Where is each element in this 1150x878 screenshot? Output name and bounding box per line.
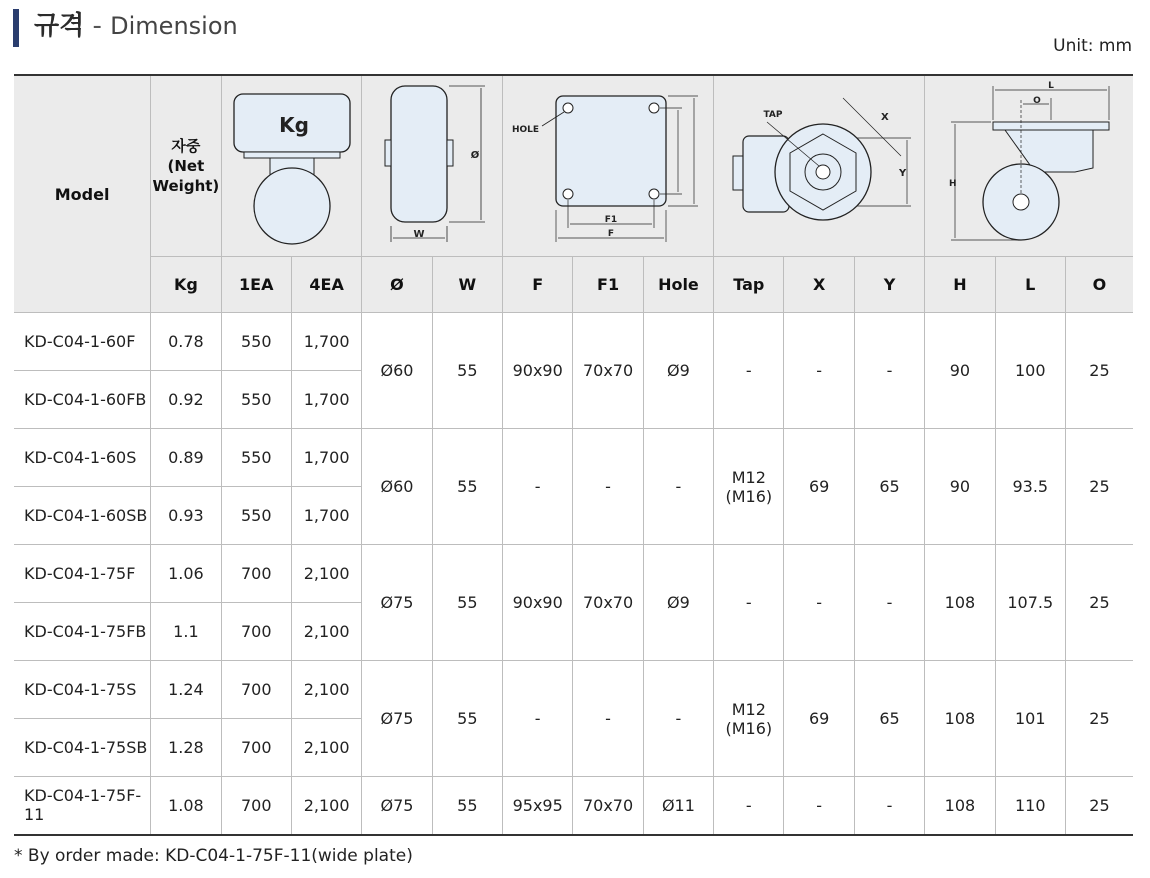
hole-dim-label: HOLE: [512, 125, 540, 135]
ea1-cell: 700: [221, 661, 291, 719]
f1-cell: 70x70: [573, 545, 643, 661]
threaded-stem-drawing: [715, 76, 923, 252]
dia-cell: Ø60: [362, 313, 432, 429]
kg-cell: 1.24: [151, 661, 221, 719]
y-cell: 65: [854, 429, 924, 545]
load-drawing: [221, 75, 362, 257]
title-separator: -: [92, 11, 102, 41]
tap-cell: [714, 777, 784, 835]
l-dim-label: L: [1048, 81, 1055, 91]
ea4-cell: 1,700: [291, 371, 361, 429]
col-header-l: L: [995, 257, 1065, 313]
col-header-hole: Hole: [643, 257, 713, 313]
w-dim-label: W: [413, 229, 425, 240]
model-cell: KD-C04-1-60F: [14, 313, 151, 371]
load-capacity-drawing: [222, 76, 360, 252]
o-cell: 25: [1065, 429, 1133, 545]
model-cell: KD-C04-1-60S: [14, 429, 151, 487]
table-row: [14, 545, 1133, 603]
title-korean: 규격: [34, 11, 85, 41]
f-horizontal-label: F: [607, 229, 615, 239]
col-header-h: H: [925, 257, 995, 313]
col-header-4ea: 4EA: [291, 257, 361, 313]
kg-cell: 1.28: [151, 719, 221, 777]
model-cell: KD-C04-1-75F: [14, 545, 151, 603]
tap-cell: [714, 661, 784, 777]
column-header-row: [14, 257, 1133, 313]
tap-drawing-label: TAP: [763, 110, 783, 120]
ea4-cell: 2,100: [291, 777, 361, 835]
col-header-y: Y: [854, 257, 924, 313]
h-cell: 90: [925, 429, 995, 545]
tap-line-1: -: [745, 593, 752, 612]
ea4-cell: 2,100: [291, 661, 361, 719]
w-cell: 55: [432, 429, 502, 545]
x-cell: -: [784, 313, 854, 429]
l-cell: 100: [995, 313, 1065, 429]
hole-cell: Ø11: [643, 777, 713, 835]
table-row: [14, 429, 1133, 487]
o-dim-label: O: [1033, 96, 1042, 106]
tap-cell: [714, 313, 784, 429]
table-row: [14, 313, 1133, 371]
net-weight-ko: 자중: [171, 137, 201, 155]
l-cell: 101: [995, 661, 1065, 777]
top-plate-drawing: [504, 76, 712, 252]
kg-cell: 1.1: [151, 603, 221, 661]
model-header: Model: [14, 75, 151, 313]
col-header-o: O: [1065, 257, 1133, 313]
dia-cell: Ø75: [362, 545, 432, 661]
wheel-width-drawing: [363, 76, 501, 252]
ea1-cell: 550: [221, 313, 291, 371]
dia-cell: Ø60: [362, 429, 432, 545]
f1-horizontal-label: F1: [604, 215, 618, 225]
o-cell: 25: [1065, 661, 1133, 777]
l-cell: 110: [995, 777, 1065, 835]
ea4-cell: 1,700: [291, 429, 361, 487]
col-header-1ea: 1EA: [221, 257, 291, 313]
title-accent-bar: [13, 9, 19, 47]
y-cell: 65: [854, 661, 924, 777]
y-cell: -: [854, 777, 924, 835]
h-cell: 90: [925, 313, 995, 429]
net-weight-en1: (Net: [167, 157, 205, 175]
model-cell: KD-C04-1-60FB: [14, 371, 151, 429]
ea4-cell: 2,100: [291, 719, 361, 777]
kg-cell: 0.89: [151, 429, 221, 487]
h-cell: 108: [925, 661, 995, 777]
ea4-cell: 2,100: [291, 603, 361, 661]
f1-cell: 70x70: [573, 777, 643, 835]
f-cell: 90x90: [503, 313, 573, 429]
tap-cell: [714, 429, 784, 545]
h-cell: 108: [925, 777, 995, 835]
col-header-f1: F1: [573, 257, 643, 313]
y-cell: -: [854, 545, 924, 661]
footnote: * By order made: KD-C04-1-75F-11(wide plate): [14, 846, 413, 866]
f-cell: 90x90: [503, 545, 573, 661]
table-row: [14, 777, 1133, 835]
drawing-header-row: [14, 75, 1133, 257]
x-cell: -: [784, 777, 854, 835]
ea1-cell: 550: [221, 487, 291, 545]
x-cell: 69: [784, 429, 854, 545]
kg-cell: 0.92: [151, 371, 221, 429]
model-cell: KD-C04-1-75FB: [14, 603, 151, 661]
y-dim-label: Y: [899, 168, 907, 179]
x-cell: 69: [784, 661, 854, 777]
ea4-cell: 1,700: [291, 487, 361, 545]
f1-cell: 70x70: [573, 313, 643, 429]
tap-line-1: M12: [731, 699, 766, 719]
hole-cell: Ø9: [643, 313, 713, 429]
table-row: [14, 661, 1133, 719]
side-drawing: [925, 75, 1133, 257]
ea4-cell: 1,700: [291, 313, 361, 371]
model-cell: KD-C04-1-75F-11: [14, 777, 151, 835]
dia-cell: Ø75: [362, 661, 432, 777]
hole-cell: -: [643, 429, 713, 545]
f1-cell: -: [573, 661, 643, 777]
kg-cell: 0.78: [151, 313, 221, 371]
l-cell: 107.5: [995, 545, 1065, 661]
ea1-cell: 700: [221, 545, 291, 603]
w-cell: 55: [432, 777, 502, 835]
kg-cell: 0.93: [151, 487, 221, 545]
side-profile-drawing: [925, 76, 1133, 252]
h-cell: 108: [925, 545, 995, 661]
model-cell: KD-C04-1-75S: [14, 661, 151, 719]
ea4-cell: 2,100: [291, 545, 361, 603]
tap-line-2: (M16): [725, 486, 773, 506]
ea1-cell: 550: [221, 429, 291, 487]
kg-drawing-label: Kg: [279, 113, 310, 137]
o-cell: 25: [1065, 777, 1133, 835]
net-weight-header: [151, 75, 221, 257]
model-cell: KD-C04-1-60SB: [14, 487, 151, 545]
hole-cell: Ø9: [643, 545, 713, 661]
w-cell: 55: [432, 661, 502, 777]
dia-dim-label: Ø: [470, 150, 480, 161]
wheel-drawing: [362, 75, 503, 257]
kg-cell: 1.06: [151, 545, 221, 603]
hole-cell: -: [643, 661, 713, 777]
col-header-w: W: [432, 257, 502, 313]
x-cell: -: [784, 545, 854, 661]
plate-drawing: [503, 75, 714, 257]
col-header-x: X: [784, 257, 854, 313]
w-cell: 55: [432, 313, 502, 429]
tap-line-1: M12: [731, 467, 766, 487]
l-cell: 93.5: [995, 429, 1065, 545]
ea1-cell: 700: [221, 603, 291, 661]
f-cell: 95x95: [503, 777, 573, 835]
model-cell: KD-C04-1-75SB: [14, 719, 151, 777]
page-title: [34, 6, 238, 46]
y-cell: -: [854, 313, 924, 429]
ea1-cell: 700: [221, 719, 291, 777]
x-dim-label: X: [881, 112, 889, 123]
f1-cell: -: [573, 429, 643, 545]
tap-line-2: (M16): [725, 718, 773, 738]
f-cell: -: [503, 661, 573, 777]
tap-line-1: -: [745, 361, 752, 380]
o-cell: 25: [1065, 313, 1133, 429]
net-weight-en2: Weight): [152, 177, 220, 195]
f-cell: -: [503, 429, 573, 545]
tap-cell: [714, 545, 784, 661]
ea1-cell: 700: [221, 777, 291, 835]
o-cell: 25: [1065, 545, 1133, 661]
title-english: Dimension: [110, 12, 238, 40]
w-cell: 55: [432, 545, 502, 661]
col-header-tap: Tap: [714, 257, 784, 313]
col-header-f: F: [503, 257, 573, 313]
tap-line-1: -: [745, 795, 752, 815]
col-header-kg: Kg: [151, 257, 221, 313]
unit-label: Unit: mm: [1053, 36, 1132, 56]
tap-drawing: [714, 75, 925, 257]
col-header-diameter: Ø: [362, 257, 432, 313]
kg-cell: 1.08: [151, 777, 221, 835]
h-dim-label: H: [949, 179, 957, 189]
table-body: [14, 313, 1133, 835]
dia-cell: Ø75: [362, 777, 432, 835]
dimension-table: [14, 74, 1133, 836]
ea1-cell: 550: [221, 371, 291, 429]
